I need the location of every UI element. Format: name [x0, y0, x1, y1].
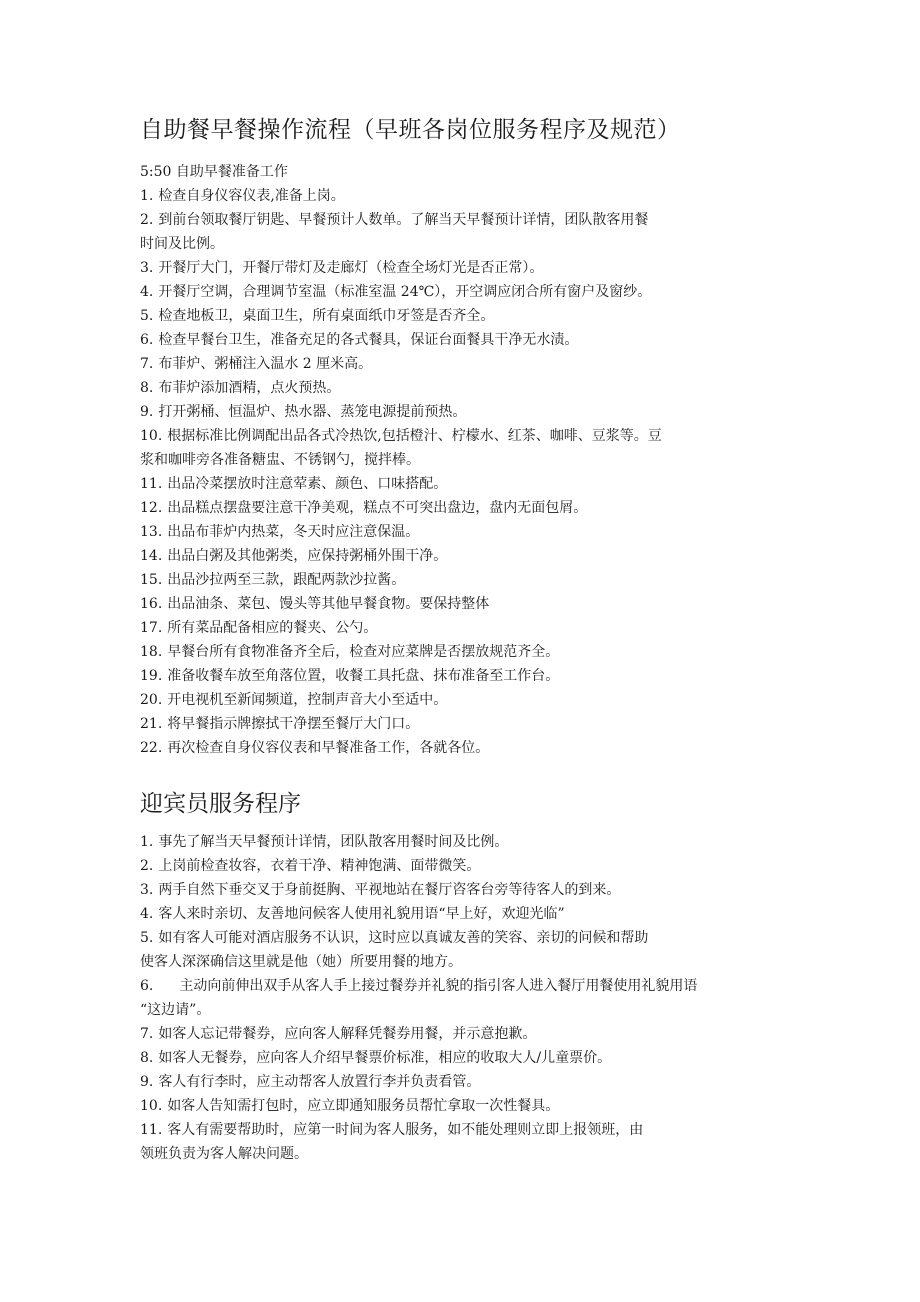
list-item	[140, 280, 790, 304]
item-number: 2.	[140, 212, 154, 228]
item-number: 18.	[140, 644, 163, 660]
item-continuation: “这边请”。	[140, 1002, 211, 1018]
list-item	[140, 640, 790, 664]
item-number: 17.	[140, 620, 163, 636]
item-text: 打开粥桶、恒温炉、热水器、蒸笼电源提前预热。	[158, 404, 467, 420]
item-number: 13.	[140, 524, 163, 540]
list-item	[140, 184, 790, 208]
list-item	[140, 520, 790, 544]
item-number: 14.	[140, 548, 163, 564]
item-text: 如客人无餐券，应向客人介绍早餐票价标准，相应的收取大人/儿童票价。	[158, 1050, 612, 1066]
list-item	[140, 736, 790, 760]
item-number: 6.	[140, 978, 154, 994]
item-number: 2.	[140, 858, 154, 874]
item-number: 21.	[140, 716, 163, 732]
item-number: 3.	[140, 882, 154, 898]
item-text: 客人有行李时，应主动帮客人放置行李并负责看管。	[158, 1074, 481, 1090]
item-number: 10.	[140, 428, 163, 444]
item-text: 开电视机至新闻频道，控制声音大小至适中。	[167, 692, 448, 708]
item-continuation: 使客人深深确信这里就是他（她）所要用餐的地方。	[140, 954, 462, 970]
list-item	[140, 496, 790, 520]
list-item	[140, 328, 790, 352]
list-item	[140, 352, 790, 376]
item-number: 15.	[140, 572, 163, 588]
list-item	[140, 256, 790, 280]
item-text: 如客人告知需打包时，应立即通知服务员帮忙拿取一次性餐具。	[167, 1098, 560, 1114]
item-continuation: 时间及比例。	[140, 236, 224, 252]
item-number: 3.	[140, 260, 154, 276]
item-text: 检查地板卫，桌面卫生，所有桌面纸巾牙签是否齐全。	[158, 308, 495, 324]
item-text: 布菲炉添加酒精，点火预热。	[158, 380, 341, 396]
item-text: 早餐台所有食物准备齐全后，检查对应菜牌是否摆放规范齐全。	[167, 644, 560, 660]
list-item	[140, 616, 790, 640]
item-number: 12.	[140, 500, 163, 516]
section2-title: 迎宾员服务程序	[140, 791, 301, 817]
list-item	[140, 902, 790, 926]
list-item	[140, 544, 790, 568]
list-item	[140, 376, 790, 400]
item-text: 所有菜品配备相应的餐夹、公勺。	[167, 620, 378, 636]
item-number: 1.	[140, 834, 154, 850]
item-number: 10.	[140, 1098, 163, 1114]
item-number: 19.	[140, 668, 163, 684]
list-item	[140, 568, 790, 592]
item-number: 4.	[140, 906, 154, 922]
list-item	[140, 400, 790, 424]
list-item	[140, 1046, 790, 1070]
item-continuation: 浆和咖啡旁各准备糖盅、不锈钢勺，搅拌棒。	[140, 452, 420, 468]
item-number: 8.	[140, 1050, 154, 1066]
item-text: 开餐厅空调，合理调节室温（标准室温 24℃），开空调应闭合所有窗户及窗纱。	[158, 284, 652, 300]
item-number: 4.	[140, 284, 154, 300]
item-text: 上岗前检查妆容，衣着干净、精神饱满、面带微笑。	[158, 858, 481, 874]
list-item	[140, 712, 790, 736]
item-number: 20.	[140, 692, 163, 708]
list-item	[140, 878, 790, 902]
item-text: 如有客人可能对酒店服务不认识，这时应以真诚友善的笑容、亲切的问候和帮助	[158, 930, 649, 946]
item-number: 8.	[140, 380, 154, 396]
item-text: 开餐厅大门，开餐厅带灯及走廊灯（检查全场灯光是否正常）。	[158, 260, 544, 276]
list-item	[140, 1070, 790, 1094]
item-text: 将早餐指示牌擦拭干净摆至餐厅大门口。	[167, 716, 420, 732]
item-number: 9.	[140, 404, 154, 420]
item-text: 出品冷菜摆放时注意荤素、颜色、口味搭配。	[167, 476, 448, 492]
item-text: 布菲炉、粥桶注入温水 2 厘米高。	[158, 356, 373, 372]
item-text: 如客人忘记带餐券，应向客人解释凭餐券用餐，并示意抱歉。	[158, 1026, 537, 1042]
list-item	[140, 1022, 790, 1046]
list-item	[140, 424, 790, 448]
item-text: 两手自然下垂交叉于身前挺胸、平视地站在餐厅咨客台旁等待客人的到来。	[158, 882, 621, 898]
list-item	[140, 208, 790, 232]
item-text: 出品白粥及其他粥类，应保持粥桶外围干净。	[167, 548, 448, 564]
section1-subtitle: 5:50 自助早餐准备工作	[140, 164, 288, 180]
item-text: 出品糕点摆盘要注意干净美观，糕点不可突出盘边，盘内无面包屑。	[167, 500, 588, 516]
item-text: 主动向前伸出双手从客人手上接过餐券并礼貌的指引客人进入餐厅用餐使用礼貌用语	[179, 978, 698, 994]
item-number: 22.	[140, 740, 163, 756]
list-item	[140, 974, 790, 998]
item-number: 7.	[140, 1026, 154, 1042]
item-text: 检查早餐台卫生，准备充足的各式餐具，保证台面餐具干净无水渍。	[158, 332, 579, 348]
list-item	[140, 664, 790, 688]
item-number: 7.	[140, 356, 154, 372]
item-number: 9.	[140, 1074, 154, 1090]
section2-list	[140, 830, 790, 1166]
list-item	[140, 854, 790, 878]
item-text: 客人来时亲切、友善地问候客人使用礼貌用语“早上好，欢迎光临”	[158, 906, 565, 922]
section1-title: 自助餐早餐操作流程（早班各岗位服务程序及规范）	[140, 117, 681, 143]
item-number: 6.	[140, 332, 154, 348]
item-number: 5.	[140, 930, 154, 946]
list-item	[140, 1094, 790, 1118]
item-number: 1.	[140, 188, 154, 204]
list-item	[140, 830, 790, 854]
item-text: 根据标准比例调配出品各式冷热饮,包括橙汁、柠檬水、红茶、咖啡、豆浆等。豆	[167, 428, 662, 444]
item-text: 出品油条、菜包、馒头等其他早餐食物。要保持整体	[167, 596, 490, 612]
item-text: 出品沙拉两至三款，跟配两款沙拉酱。	[167, 572, 406, 588]
item-text: 到前台领取餐厅钥匙、早餐预计人数单。了解当天早餐预计详情，团队散客用餐	[158, 212, 649, 228]
item-text: 检查自身仪容仪表,准备上岗。	[158, 188, 345, 204]
list-item	[140, 926, 790, 950]
section1-list	[140, 184, 790, 760]
list-item	[140, 472, 790, 496]
list-item	[140, 1118, 790, 1142]
item-number: 11.	[140, 1122, 163, 1138]
item-continuation: 领班负责为客人解决问题。	[140, 1146, 308, 1162]
list-item	[140, 304, 790, 328]
list-item	[140, 592, 790, 616]
list-item	[140, 688, 790, 712]
item-text: 事先了解当天早餐预计详情，团队散客用餐时间及比例。	[158, 834, 509, 850]
document-page	[140, 112, 790, 1166]
item-text: 准备收餐车放至角落位置，收餐工具托盘、抹布准备至工作台。	[167, 668, 560, 684]
item-text: 再次检查自身仪容仪表和早餐准备工作，各就各位。	[167, 740, 490, 756]
item-number: 11.	[140, 476, 163, 492]
item-number: 5.	[140, 308, 154, 324]
item-text: 客人有需要帮助时，应第一时间为客人服务，如不能处理则立即上报领班，由	[167, 1122, 644, 1138]
item-number: 16.	[140, 596, 163, 612]
item-text: 出品布菲炉内热菜，冬天时应注意保温。	[167, 524, 420, 540]
